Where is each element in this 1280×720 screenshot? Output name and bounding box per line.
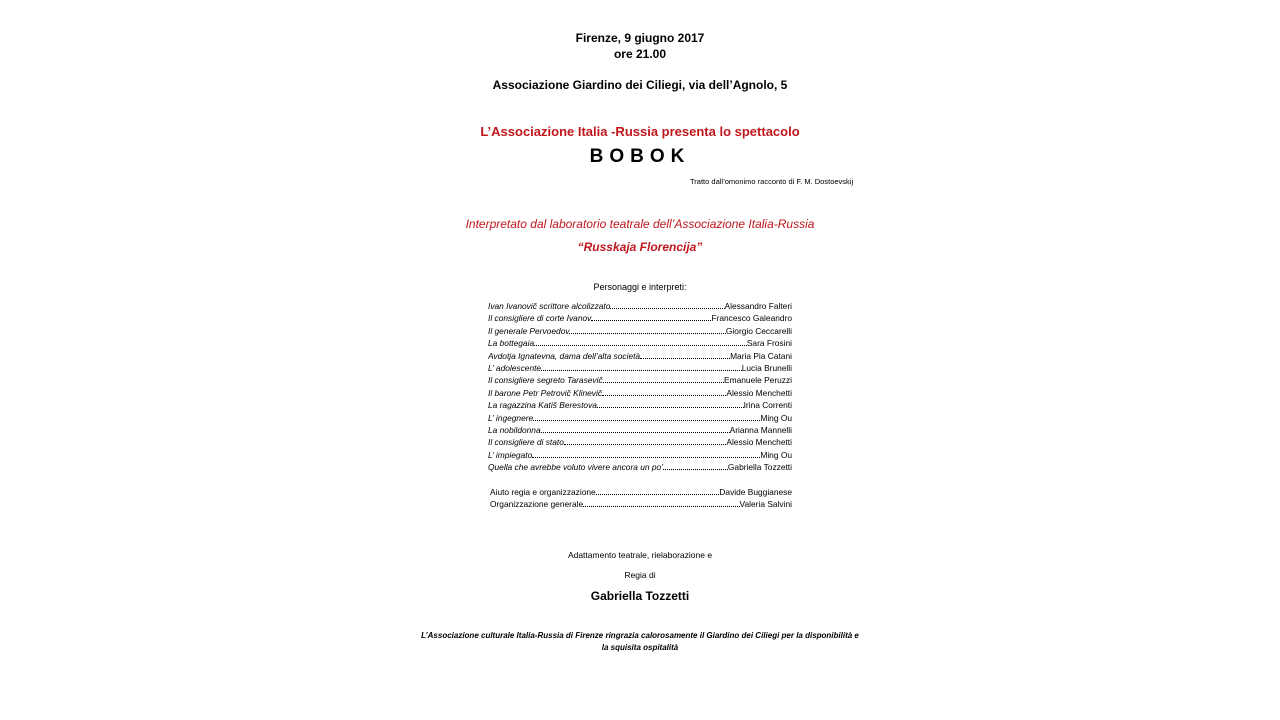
- dot-leader: [532, 449, 760, 458]
- cast-row: [488, 424, 792, 436]
- actor-name: Gabriella Tozzetti: [727, 462, 792, 473]
- cast-row: [488, 412, 792, 424]
- role-name: La nobildonna: [488, 424, 541, 435]
- cast-row: [488, 436, 792, 448]
- dot-leader: [596, 486, 720, 495]
- role-name: Il consigliere di corte Ivanov: [488, 313, 592, 324]
- cast-row: [488, 461, 792, 473]
- event-venue: Associazione Giardino dei Ciliegi, via dell’Agnolo, 5: [492, 78, 788, 92]
- actor-name: Maria Pia Catani: [730, 350, 792, 361]
- actor-name: Francesco Galeandro: [711, 313, 792, 324]
- crew-list: [490, 486, 792, 511]
- actor-name: Ming Ou: [760, 412, 792, 423]
- cast-row: [488, 337, 792, 349]
- cast-row: [488, 399, 792, 411]
- dot-leader: [640, 350, 730, 359]
- actor-name: Giorgio Ceccarelli: [725, 325, 792, 336]
- show-title: BOBOK: [589, 146, 691, 167]
- role-name: Aiuto regia e organizzazione: [490, 487, 596, 497]
- actor-name: Lucia Brunelli: [741, 362, 792, 373]
- cast-row: [488, 312, 792, 324]
- cast-row: [488, 325, 792, 337]
- role-name: Organizzazione generale: [490, 499, 584, 510]
- actor-name: Arianna Mannelli: [729, 424, 792, 435]
- actor-name: Alessandro Falteri: [724, 301, 792, 311]
- dot-leader: [597, 399, 744, 408]
- cast-list: [488, 300, 792, 473]
- troupe-name: “Russkaja Florencija”: [577, 240, 703, 254]
- dot-leader: [541, 362, 742, 371]
- director-name: Gabriella Tozzetti: [590, 589, 690, 603]
- crew-row: [490, 486, 792, 498]
- role-name: Il generale Pervoedov: [488, 325, 570, 336]
- actor-name: Emanuele Peruzzi: [724, 375, 792, 386]
- cast-row: [488, 300, 792, 312]
- cast-heading: Personaggi e interpreti:: [593, 282, 687, 292]
- actor-name: Davide Buggianese: [719, 487, 792, 497]
- event-date: Firenze, 9 giugno 2017: [575, 31, 705, 45]
- adaptation-line: Adattamento teatrale, rielaborazione e: [567, 550, 713, 560]
- actor-name: Sara Frosini: [746, 338, 792, 349]
- dot-leader: [541, 424, 730, 433]
- role-name: Ivan Ivanovič scrittore alcolizzato: [488, 301, 611, 311]
- dot-leader: [569, 325, 725, 334]
- actor-name: Alessio Menchetti: [726, 437, 792, 448]
- dot-leader: [603, 374, 724, 383]
- presents-line: L’Associazione Italia -Russia presenta lo spettacolo: [480, 124, 800, 139]
- role-name: L’ adolescente: [488, 362, 542, 373]
- dot-leader: [610, 300, 724, 309]
- actor-name: Irina Correnti: [743, 400, 792, 411]
- regia-line: Regia di: [624, 570, 656, 580]
- source-credit: Tratto dall’omonimo racconto di F. M. Dostoevskij: [690, 177, 854, 186]
- role-name: La bottegaia: [488, 338, 535, 349]
- role-name: La ragazzina Katiš Berestova: [488, 400, 597, 411]
- crew-row: [490, 498, 792, 510]
- role-name: Il consigliere di stato: [488, 437, 564, 448]
- cast-row: [488, 374, 792, 386]
- dot-leader: [564, 436, 726, 445]
- dot-leader: [591, 312, 711, 321]
- cast-row: [488, 362, 792, 374]
- role-name: L’ impiegato: [488, 449, 533, 460]
- role-name: Avdotja Ignatevna, dama dell’alta società: [488, 350, 641, 361]
- role-name: Il barone Petr Petrovič Klinevič: [488, 387, 603, 398]
- role-name: Il consigliere segreto Tarasevič: [488, 375, 603, 386]
- dot-leader: [602, 387, 726, 396]
- thanks-line-1: L’Associazione culturale Italia-Russia di Firenze ringrazia calorosamente il Giardino dei Ciliegi per la disponibilità e: [421, 631, 859, 640]
- actor-name: Alessio Menchetti: [726, 387, 792, 398]
- actor-name: Valeria Salvini: [739, 499, 792, 510]
- role-name: Quella che avrebbe voluto vivere ancora un po’: [488, 462, 664, 473]
- dot-leader: [533, 412, 760, 421]
- role-name: L’ ingegnere: [488, 412, 534, 423]
- thanks-line-2: la squisita ospitalità: [601, 643, 679, 652]
- actor-name: Ming Ou: [760, 449, 792, 460]
- interpreted-by-line: Interpretato dal laboratorio teatrale dell’Associazione Italia-Russia: [465, 217, 815, 231]
- dot-leader: [663, 461, 728, 470]
- event-time: ore 21.00: [613, 47, 667, 61]
- cast-row: [488, 350, 792, 362]
- cast-row: [488, 387, 792, 399]
- cast-row: [488, 449, 792, 461]
- dot-leader: [534, 337, 747, 346]
- dot-leader: [583, 498, 739, 507]
